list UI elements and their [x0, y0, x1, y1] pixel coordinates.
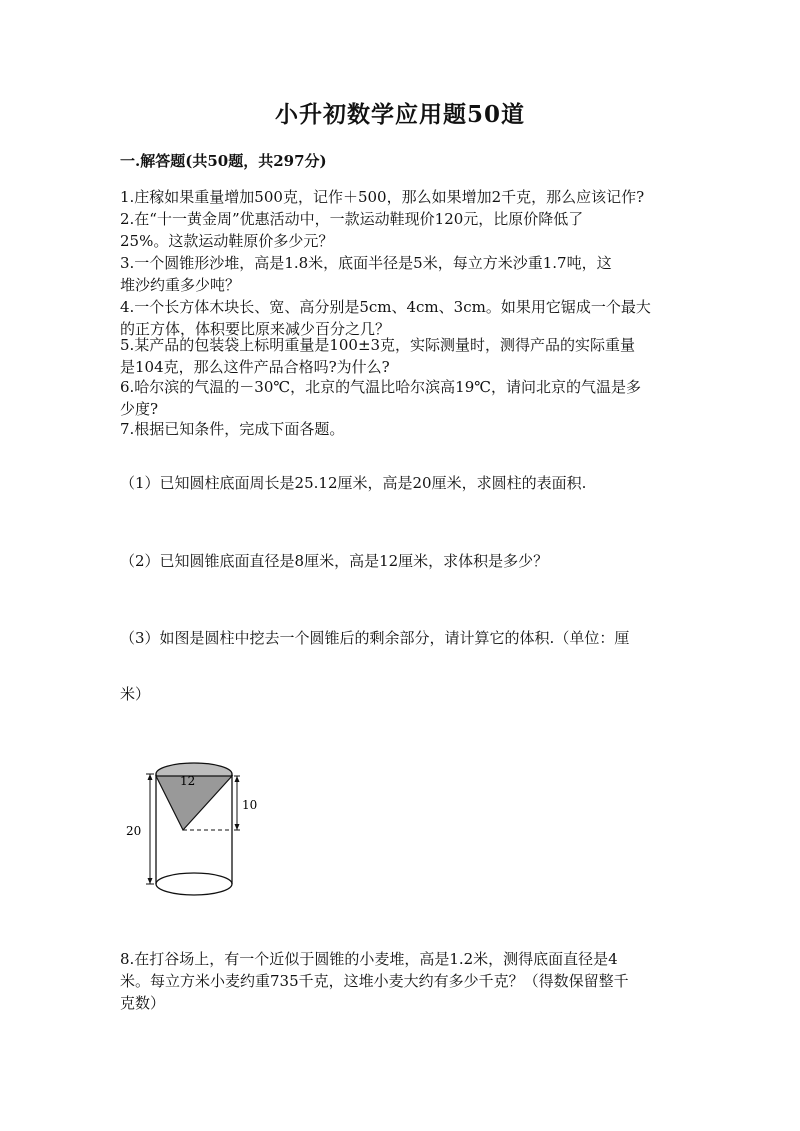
arrow-down-icon [235, 824, 240, 830]
question-text: 7.根据已知条件，完成下面各题。 [120, 420, 345, 438]
question-text: 3.一个圆锥形沙堆，高是1.8米，底面半径是5米，每立方米沙重1.7吨，这 [120, 254, 612, 272]
diameter-label: 12 [180, 774, 196, 788]
cylinder-bottom-ellipse [156, 873, 232, 895]
question-text: 是104克，那么这件产品合格吗?为什么? [120, 358, 390, 376]
arrow-up-icon [235, 776, 240, 782]
question-7 [120, 418, 690, 440]
question-text: 1.庄稼如果重量增加500克，记作＋500，那么如果增加2千克，那么应该记作? [120, 188, 645, 206]
question-3 [120, 252, 690, 296]
question-text: 的正方体，体积要比原来减少百分之几？ [120, 320, 391, 338]
section-heading: 一.解答题(共50题，共297分) [120, 152, 327, 170]
cylinder-cone-figure [120, 752, 270, 902]
page-title: 小升初数学应用题50道 [274, 101, 525, 128]
question-text: 少度? [120, 400, 159, 418]
question-7-part-1 [120, 472, 690, 494]
question-7-part-3-cont [120, 683, 690, 705]
question-6 [120, 376, 690, 420]
cylinder-height-label: 20 [126, 824, 142, 838]
question-text: （2）已知圆锥底面直径是8厘米，高是12厘米，求体积是多少？ [120, 552, 549, 570]
question-text: （1）已知圆柱底面周长是25.12厘米，高是20厘米，求圆柱的表面积. [120, 474, 587, 492]
cone-height-label: 10 [242, 798, 258, 812]
arrow-down-icon [148, 878, 153, 884]
question-text: 25%。这款运动鞋原价多少元？ [120, 232, 334, 250]
question-1 [120, 186, 690, 208]
question-text: 6.哈尔滨的气温的－30℃，北京的气温比哈尔滨高19℃，请问北京的气温是多 [120, 378, 642, 396]
arrow-up-icon [148, 774, 153, 780]
question-5 [120, 334, 690, 378]
question-text: 5.某产品的包装袋上标明重量是100±3克，实际测量时，测得产品的实际重量 [120, 336, 636, 354]
question-text: （3）如图是圆柱中挖去一个圆锥后的剩余部分，请计算它的体积.（单位：厘 [120, 629, 630, 647]
question-text: 克数） [120, 994, 166, 1012]
question-text: 8.在打谷场上，有一个近似于圆锥的小麦堆，高是1.2米，测得底面直径是4 [120, 950, 618, 968]
question-2 [120, 208, 690, 252]
question-text: 2.在“十一黄金周”优惠活动中，一款运动鞋现价120元，比原价降低了 [120, 210, 584, 228]
question-text: 4.一个长方体木块长、宽、高分别是5cm、4cm、3cm。如果用它锯成一个最大 [120, 298, 651, 316]
question-text: 米） [120, 685, 151, 703]
question-7-part-3 [120, 627, 690, 649]
question-8 [120, 948, 690, 1014]
question-text: 堆沙约重多少吨？ [120, 276, 241, 294]
question-7-part-2 [120, 550, 690, 572]
question-text: 米。每立方米小麦约重735千克，这堆小麦大约有多少千克？（得数保留整千 [120, 972, 629, 990]
